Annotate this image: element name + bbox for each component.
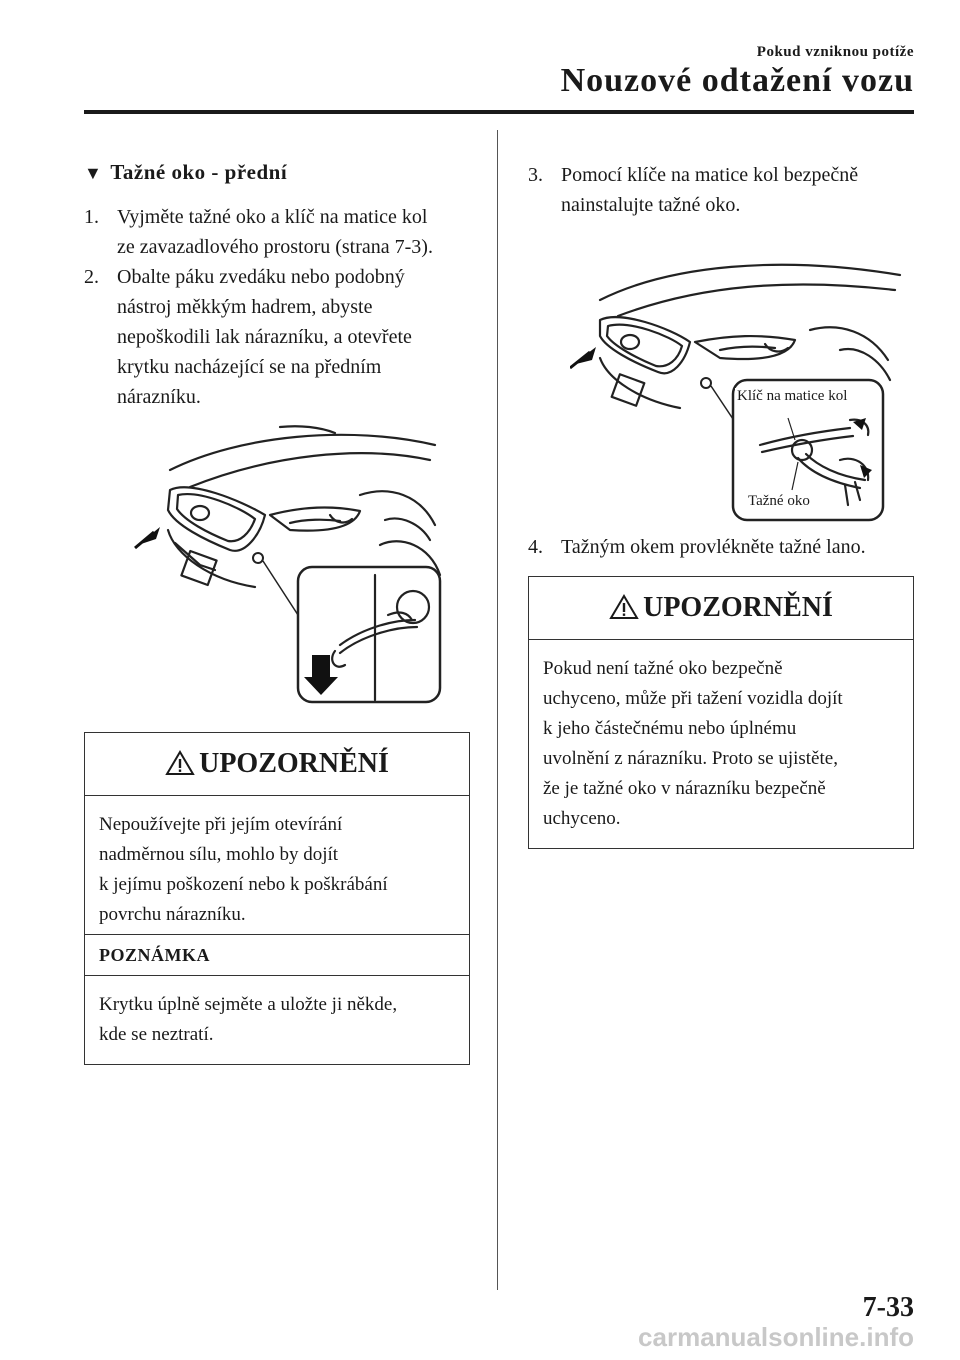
step-text: Pomocí klíče na matice kol bezpečně nainstalujte tažné oko. [561, 164, 859, 216]
caution-title: UPOZORNĚNÍ [199, 748, 389, 779]
note-text: Krytku úplně sejměte a uložte ji někde, kde se neztratí. [99, 994, 398, 1045]
page-title: Nouzové odtažení vozu [560, 62, 914, 99]
note-box [84, 934, 470, 1065]
figure-label-tow-eye: Tažné oko [748, 493, 810, 509]
step-1 [84, 202, 494, 262]
caution-box-left [84, 732, 470, 945]
step-4 [528, 532, 918, 562]
caution-title: UPOZORNĚNÍ [643, 592, 833, 623]
section-heading-text: Tažné oko - přední [110, 160, 288, 184]
step-2 [84, 262, 494, 412]
header-rule [84, 110, 914, 114]
page-number: 7-33 [862, 1292, 914, 1323]
watermark: carmanualsonline.info [638, 1322, 914, 1352]
column-divider [497, 130, 498, 1290]
triangle-bullet-icon: ▼ [84, 163, 103, 183]
step-3 [528, 160, 918, 220]
note-title: POZNÁMKA [85, 935, 469, 976]
step-number: 2. [84, 266, 99, 288]
step-number: 1. [84, 206, 99, 228]
caution-heading [85, 733, 469, 796]
step-number: 4. [528, 536, 543, 558]
warning-triangle-icon [609, 594, 639, 620]
step-text: Obalte páku zvedáku nebo podobný nástroj měkkým hadrem, abyste nepoškodili lak nárazníku, a otevřete krytku nacházející se na předním nárazníku. [117, 266, 412, 408]
running-header-section: Pokud vzniknou potíže [756, 44, 914, 60]
caution-text: Pokud není tažné oko bezpečně uchyceno, může při tažení vozidla dojít k jeho částečnému nebo úplnému uvolnění z nárazníku. Proto se ujistěte, že je tažné oko v nárazníku bezpečně uchyceno. [543, 658, 843, 829]
caution-heading [529, 577, 913, 640]
illustration-cover-removal [130, 415, 450, 710]
caution-text: Nepoužívejte při jejím otevírání nadměrnou sílu, mohlo by dojít k jejímu poškození nebo k poškrábání povrchu nárazníku. [99, 814, 388, 925]
caution-box-right [528, 576, 914, 849]
step-text: Tažným okem provlékněte tažné lano. [561, 536, 866, 558]
section-heading [84, 160, 287, 185]
warning-triangle-icon [165, 750, 195, 776]
step-text: Vyjměte tažné oko a klíč na matice kol ze zavazadlového prostoru (strana 7-3). [117, 206, 433, 258]
figure-label-wrench: Klíč na matice kol [737, 388, 848, 404]
step-number: 3. [528, 164, 543, 186]
